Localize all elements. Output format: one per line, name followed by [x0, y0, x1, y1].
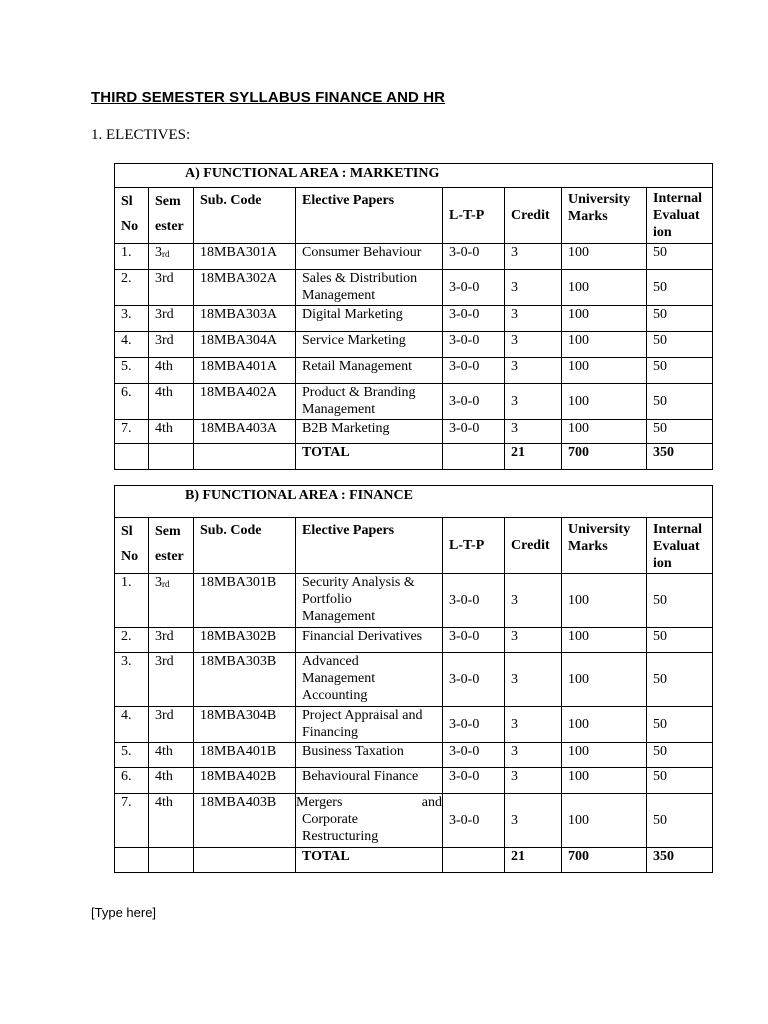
paper-cell: Consumer Behaviour [296, 244, 443, 270]
internal-cell: 50 [647, 270, 713, 306]
header-elective-papers: Elective Papers [296, 518, 443, 574]
ltp-cell: 3-0-0 [443, 743, 505, 768]
table-row [115, 628, 713, 653]
semester-cell: 4th [149, 358, 194, 384]
university-marks-cell: 100 [562, 628, 647, 653]
credit-cell: 3 [505, 358, 562, 384]
credit-cell: 3 [505, 707, 562, 743]
university-marks-cell: 100 [562, 707, 647, 743]
paper-cell: Service Marketing [296, 332, 443, 358]
credit-cell: 3 [505, 244, 562, 270]
header-sub-code: Sub. Code [194, 188, 296, 244]
sl-cell: 4. [115, 332, 149, 358]
ltp-cell: 3-0-0 [443, 628, 505, 653]
semester-cell: 4th [149, 743, 194, 768]
internal-cell: 50 [647, 743, 713, 768]
header-ltp: L-T-P [443, 518, 505, 574]
sl-cell: 6. [115, 768, 149, 794]
sl-cell: 3. [115, 306, 149, 332]
credit-cell: 3 [505, 743, 562, 768]
table-row [115, 768, 713, 794]
marketing-area-title: A) FUNCTIONAL AREA : MARKETING [115, 164, 713, 188]
internal-cell: 50 [647, 244, 713, 270]
semester-cell: 3rd [149, 574, 194, 628]
total-label: TOTAL [296, 848, 443, 873]
table-row [115, 358, 713, 384]
header-sub-code: Sub. Code [194, 518, 296, 574]
header-credit: Credit [505, 188, 562, 244]
ltp-cell: 3-0-0 [443, 332, 505, 358]
university-marks-cell: 100 [562, 794, 647, 848]
internal-cell: 50 [647, 384, 713, 420]
paper-cell: B2B Marketing [296, 420, 443, 444]
header-semester: Sem ester [149, 518, 194, 574]
university-marks-cell: 100 [562, 358, 647, 384]
credit-cell: 3 [505, 653, 562, 707]
sub-code-cell: 18MBA304B [194, 707, 296, 743]
semester-cell: 4th [149, 794, 194, 848]
finance-area-title: B) FUNCTIONAL AREA : FINANCE [115, 486, 713, 518]
university-marks-cell: 100 [562, 270, 647, 306]
table-row [115, 707, 713, 743]
sl-cell: 7. [115, 794, 149, 848]
sl-cell: 1. [115, 574, 149, 628]
sl-cell: 2. [115, 270, 149, 306]
total-credit: 21 [505, 848, 562, 873]
table-row [115, 306, 713, 332]
credit-cell: 3 [505, 306, 562, 332]
document-title: THIRD SEMESTER SYLLABUS FINANCE AND HR [91, 89, 446, 106]
internal-cell: 50 [647, 794, 713, 848]
sl-cell: 7. [115, 420, 149, 444]
paper-cell: Retail Management [296, 358, 443, 384]
marketing-table [114, 163, 713, 470]
ltp-cell: 3-0-0 [443, 794, 505, 848]
header-university-marks: University Marks [562, 518, 647, 574]
ltp-cell: 3-0-0 [443, 306, 505, 332]
header-elective-papers: Elective Papers [296, 188, 443, 244]
semester-cell: 3rd [149, 332, 194, 358]
total-row [115, 848, 713, 873]
paper-cell: Product & Branding Management [296, 384, 443, 420]
university-marks-cell: 100 [562, 743, 647, 768]
sub-code-cell: 18MBA401A [194, 358, 296, 384]
internal-cell: 50 [647, 420, 713, 444]
total-credit: 21 [505, 444, 562, 470]
ltp-cell: 3-0-0 [443, 653, 505, 707]
ltp-cell: 3-0-0 [443, 707, 505, 743]
semester-cell: 3rd [149, 244, 194, 270]
internal-cell: 50 [647, 628, 713, 653]
header-internal-evaluation: Internal Evaluat ion [647, 188, 713, 244]
table-row [115, 244, 713, 270]
credit-cell: 3 [505, 270, 562, 306]
internal-cell: 50 [647, 768, 713, 794]
total-label: TOTAL [296, 444, 443, 470]
internal-cell: 50 [647, 653, 713, 707]
credit-cell: 3 [505, 628, 562, 653]
total-row [115, 444, 713, 470]
header-sl: Sl No [115, 188, 149, 244]
credit-cell: 3 [505, 420, 562, 444]
table-row [115, 574, 713, 628]
sub-code-cell: 18MBA402B [194, 768, 296, 794]
table-row [115, 384, 713, 420]
internal-cell: 50 [647, 574, 713, 628]
university-marks-cell: 100 [562, 574, 647, 628]
sub-code-cell: 18MBA302A [194, 270, 296, 306]
ltp-cell: 3-0-0 [443, 358, 505, 384]
paper-cell: Security Analysis & Portfolio Management [296, 574, 443, 628]
semester-cell: 3rd [149, 306, 194, 332]
ltp-cell: 3-0-0 [443, 574, 505, 628]
sub-code-cell: 18MBA403A [194, 420, 296, 444]
sub-code-cell: 18MBA301A [194, 244, 296, 270]
finance-table [114, 485, 713, 873]
header-ltp: L-T-P [443, 188, 505, 244]
paper-cell: Behavioural Finance [296, 768, 443, 794]
sub-code-cell: 18MBA303B [194, 653, 296, 707]
paper-cell: Business Taxation [296, 743, 443, 768]
internal-cell: 50 [647, 707, 713, 743]
internal-cell: 50 [647, 332, 713, 358]
university-marks-cell: 100 [562, 332, 647, 358]
sub-code-cell: 18MBA301B [194, 574, 296, 628]
semester-cell: 4th [149, 768, 194, 794]
paper-cell: Advanced Management Accounting [296, 653, 443, 707]
ltp-cell: 3-0-0 [443, 420, 505, 444]
sl-cell: 5. [115, 358, 149, 384]
credit-cell: 3 [505, 384, 562, 420]
university-marks-cell: 100 [562, 306, 647, 332]
header-credit: Credit [505, 518, 562, 574]
sl-cell: 4. [115, 707, 149, 743]
credit-cell: 3 [505, 768, 562, 794]
total-university-marks: 700 [562, 848, 647, 873]
paper-cell: Digital Marketing [296, 306, 443, 332]
table-row [115, 794, 713, 848]
header-internal-evaluation: Internal Evaluat ion [647, 518, 713, 574]
university-marks-cell: 100 [562, 420, 647, 444]
total-university-marks: 700 [562, 444, 647, 470]
credit-cell: 3 [505, 574, 562, 628]
header-semester: Sem ester [149, 188, 194, 244]
paper-cell: Project Appraisal and Financing [296, 707, 443, 743]
semester-cell: 4th [149, 384, 194, 420]
university-marks-cell: 100 [562, 384, 647, 420]
sub-code-cell: 18MBA303A [194, 306, 296, 332]
sl-cell: 1. [115, 244, 149, 270]
university-marks-cell: 100 [562, 768, 647, 794]
total-internal: 350 [647, 848, 713, 873]
total-internal: 350 [647, 444, 713, 470]
table-row [115, 270, 713, 306]
sub-code-cell: 18MBA403B [194, 794, 296, 848]
table-row [115, 653, 713, 707]
semester-cell: 3rd [149, 270, 194, 306]
sub-code-cell: 18MBA304A [194, 332, 296, 358]
ltp-cell: 3-0-0 [443, 384, 505, 420]
paper-cell: Sales & Distribution Management [296, 270, 443, 306]
paper-cell: Mergers and Corporate Restructuring [296, 794, 443, 848]
ltp-cell: 3-0-0 [443, 244, 505, 270]
internal-cell: 50 [647, 358, 713, 384]
sub-code-cell: 18MBA402A [194, 384, 296, 420]
ltp-cell: 3-0-0 [443, 768, 505, 794]
sub-code-cell: 18MBA302B [194, 628, 296, 653]
credit-cell: 3 [505, 794, 562, 848]
table-row [115, 743, 713, 768]
semester-cell: 3rd [149, 628, 194, 653]
semester-cell: 3rd [149, 653, 194, 707]
credit-cell: 3 [505, 332, 562, 358]
university-marks-cell: 100 [562, 244, 647, 270]
electives-heading: 1. ELECTIVES: [91, 127, 191, 143]
sl-cell: 6. [115, 384, 149, 420]
semester-cell: 4th [149, 420, 194, 444]
header-sl: Sl No [115, 518, 149, 574]
internal-cell: 50 [647, 306, 713, 332]
ltp-cell: 3-0-0 [443, 270, 505, 306]
sl-cell: 2. [115, 628, 149, 653]
table-row [115, 420, 713, 444]
semester-cell: 3rd [149, 707, 194, 743]
footer-placeholder: [Type here] [91, 905, 157, 920]
university-marks-cell: 100 [562, 653, 647, 707]
sl-cell: 5. [115, 743, 149, 768]
sub-code-cell: 18MBA401B [194, 743, 296, 768]
table-row [115, 332, 713, 358]
sl-cell: 3. [115, 653, 149, 707]
paper-cell: Financial Derivatives [296, 628, 443, 653]
header-university-marks: University Marks [562, 188, 647, 244]
